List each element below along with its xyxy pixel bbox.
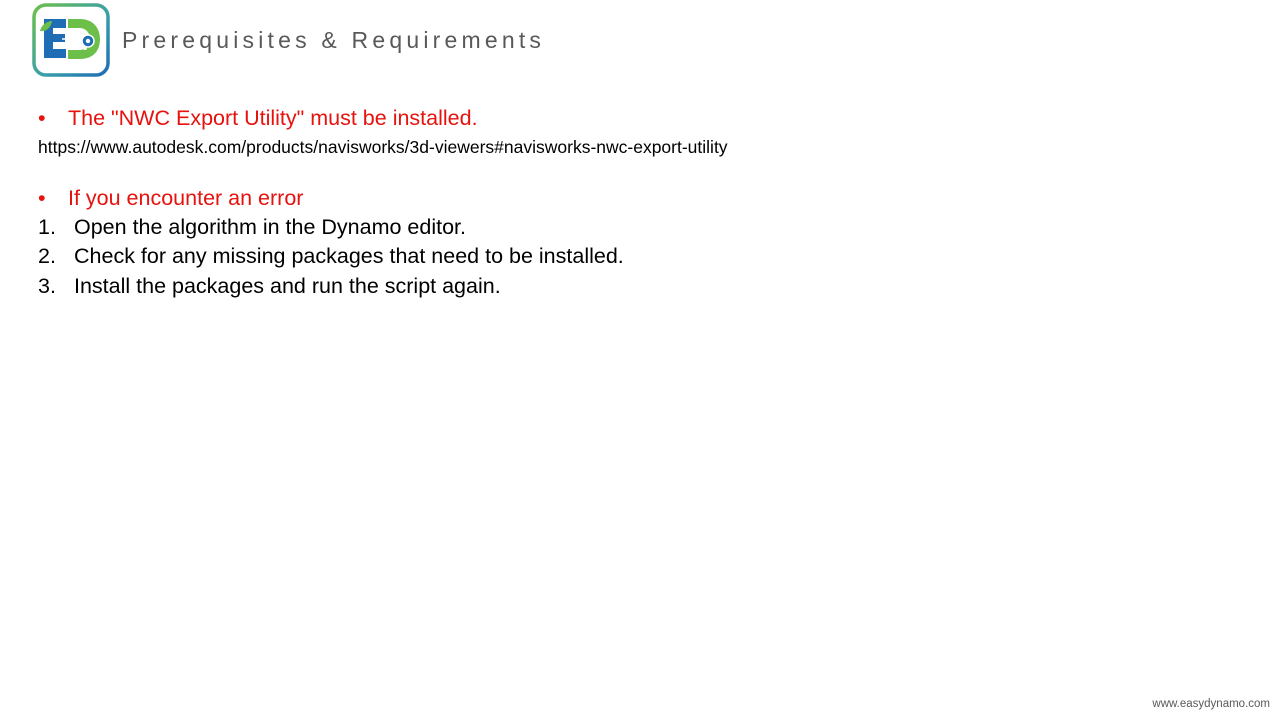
page-title: Prerequisites & Requirements	[122, 27, 546, 53]
step-text: Check for any missing packages that need to be installed.	[74, 244, 624, 269]
requirement-bullet	[38, 104, 1238, 133]
troubleshooting-text: If you encounter an error	[68, 186, 304, 210]
step-text: Open the algorithm in the Dynamo editor.	[74, 215, 466, 239]
bullet-marker: •	[38, 106, 46, 130]
requirement-text: The "NWC Export Utility" must be installed.	[68, 106, 478, 130]
step-number: 2.	[38, 244, 56, 269]
step-item	[38, 272, 1238, 301]
step-number: 1.	[38, 215, 56, 239]
footer-website: www.easydynamo.com	[1152, 698, 1270, 710]
slide-content	[38, 104, 1238, 301]
step-text: Install the packages and run the script again.	[74, 273, 501, 298]
step-number: 3.	[38, 273, 56, 298]
step-item	[38, 242, 1238, 271]
easydynamo-logo-icon	[32, 3, 110, 77]
nwc-utility-link[interactable]: https://www.autodesk.com/products/navisworks/3d-viewers#navisworks-nwc-export-utility	[38, 137, 728, 157]
troubleshooting-bullet	[38, 184, 1238, 213]
step-item	[38, 213, 1238, 242]
bullet-marker: •	[38, 186, 46, 210]
